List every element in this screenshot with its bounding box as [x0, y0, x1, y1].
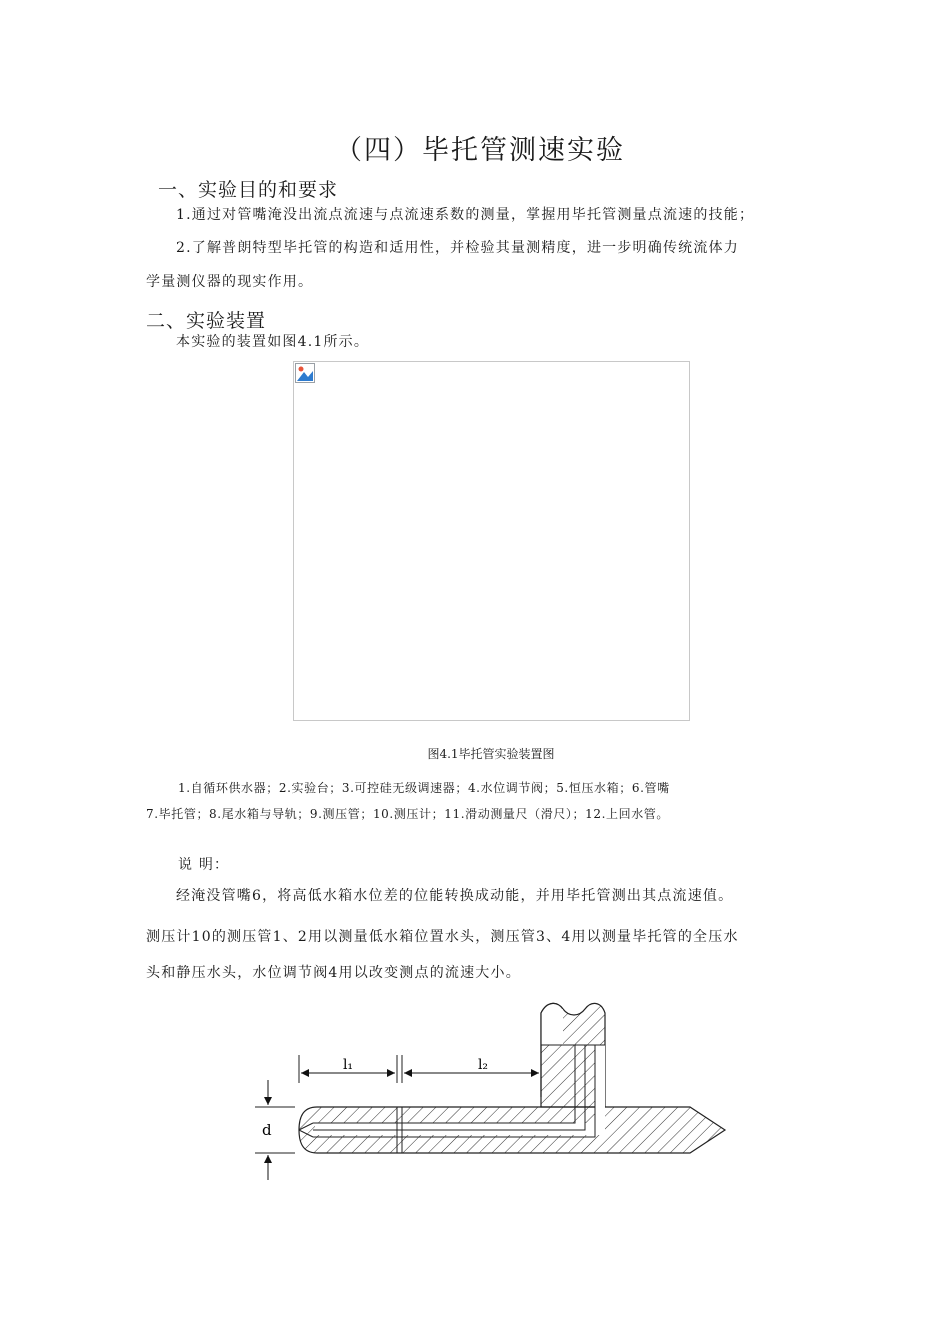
legend-line1: 1.自循环供水器；2.实验台；3.可控硅无级调速器；4.水位调节阀；5.恒压水箱；6.管嘴 [178, 781, 670, 795]
section1-item2-line2: 学量测仪器的现实作用。 [146, 274, 314, 290]
l2-label: l₂ [477, 1057, 489, 1073]
d-label: d [262, 1121, 272, 1139]
note-line1: 经淹没管嘴6，将高低水箱水位差的位能转换成动能，并用毕托管测出其点流速值。 [176, 888, 734, 904]
broken-image-icon [295, 363, 315, 383]
section1-heading: 一、实验目的和要求 [158, 179, 339, 201]
section2-intro: 本实验的装置如图4.1所示。 [176, 334, 370, 350]
page-title: （四）毕托管测速实验 [335, 135, 625, 166]
section2-heading: 二、实验装置 [146, 310, 267, 332]
figure-caption: 图4.1毕托管实验装置图 [427, 747, 555, 761]
figure-image-placeholder [293, 361, 690, 721]
pitot-tube-diagram [255, 995, 735, 1180]
section1-item2-line1: 2.了解普朗特型毕托管的构造和适用性，并检验其量测精度，进一步明确传统流体力 [176, 240, 739, 256]
legend-line2: 7.毕托管；8.尾水箱与导轨；9.测压管；10.测压计；11.滑动测量尺（滑尺）；12.上回水管。 [146, 807, 670, 821]
note-label: 说 明： [178, 857, 230, 873]
note-line3: 头和静压水头，水位调节阀4用以改变测点的流速大小。 [146, 965, 521, 981]
l1-label: l₁ [342, 1057, 354, 1073]
section1-item1: 1.通过对管嘴淹没出流点流速与点流速系数的测量，掌握用毕托管测量点流速的技能； [176, 207, 755, 223]
note-line2: 测压计10的测压管1、2用以测量低水箱位置水头，测压管3、4用以测量毕托管的全压水 [146, 929, 739, 945]
